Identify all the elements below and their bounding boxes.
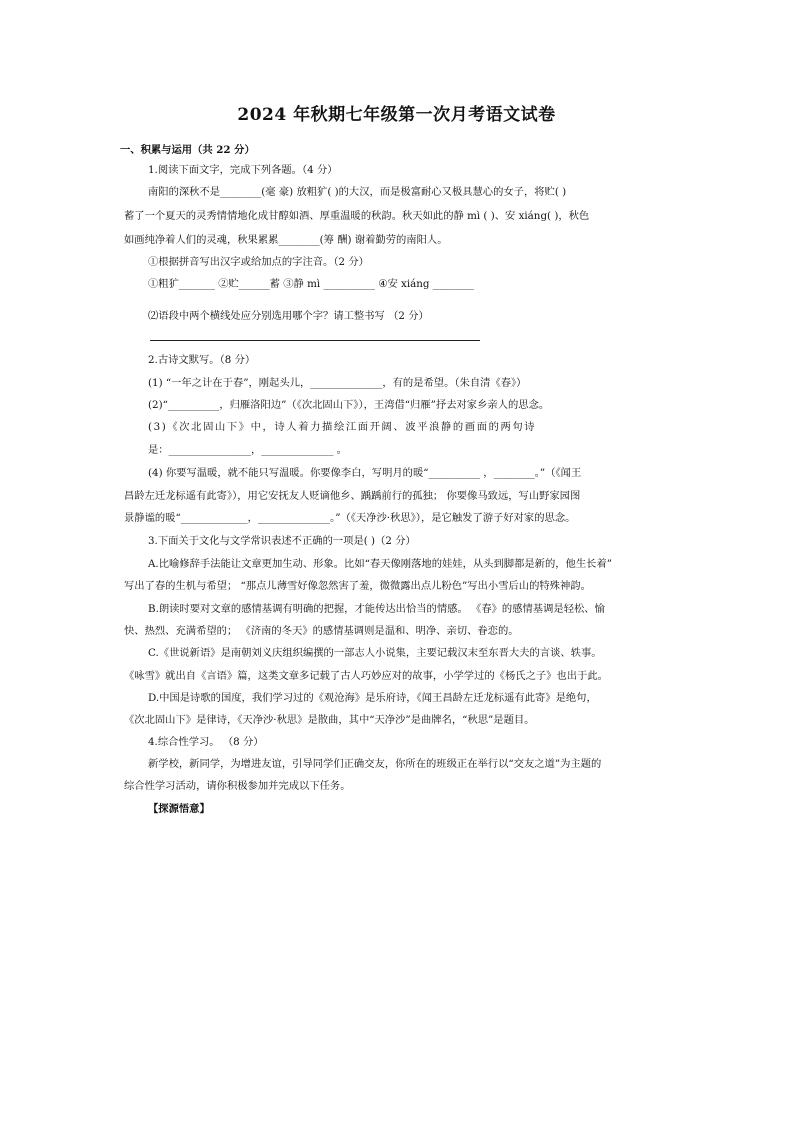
q1-stem: 1.阅读下面文字，完成下列各题。（4 分）: [148, 164, 338, 176]
q1-passage-line-3: 如画纯净着人们的灵魂，秋果累累________(筹 酬) 谢着勤劳的南阳人。: [124, 234, 448, 246]
answer-line: [150, 340, 480, 341]
q2-item-4-cont-2: 景静谧的暖“_____________，______________。”（《天净沙·秋思》），是它触发了游子好对家的思念。: [124, 512, 576, 524]
q2-stem: 2.古诗文默写。（8 分）: [148, 354, 256, 366]
exam-title: 2024 年秋期七年级第一次月考语文试卷: [237, 105, 556, 125]
q3-option-b-2: 快、热烈、充满希望的； 《济南的冬天》的感情基调则是温和、明净、亲切、眷恋的。: [124, 625, 519, 637]
q3-option-d-1: D.中国是诗歌的国度，我们学习过的《观沧海》是乐府诗，《闻王昌龄左迁龙标遥有此寄》是绝句，: [148, 692, 597, 704]
q2-item-2: (2)“__________，归雁洛阳边”（《次北固山下》），王湾借“归雁”抒去对家乡亲人的思念。: [148, 399, 550, 411]
q2-item-1: (1) “一年之计在于春”，刚起头儿，______________，有的是希望。（朱自清《春》）: [148, 377, 527, 389]
section-heading: 一、积累与运用（共 22 分）: [120, 144, 255, 156]
q1-passage-line-1: 南阳的深秋不是________(毫 豪) 放粗犷( )的大汉，而是极富耐心又极具慧心的女子，将贮( ): [148, 186, 567, 198]
q3-option-a-2: 写出了春的生机与希望； “那点儿薄雪好像忽然害了羞，微微露出点儿粉色”写出小雪后山的特殊神韵。: [124, 580, 591, 592]
q1-passage-line-2: 蓄了一个夏天的灵秀情情地化成甘醇如酒、厚重温暖的秋韵。秋天如此的静 mì ( )、安 xiáng( )，秋色: [124, 210, 590, 222]
q4-stem: 4.综合性学习。 （8 分）: [148, 736, 264, 748]
q2-item-4-cont-1: 昌龄左迁龙标遥有此寄》），用它安抚友人贬谪他乡、踽踽前行的孤独； 你要像马致远，写山野家园图: [124, 490, 581, 502]
q4-subsection-tag: 【探源悟意】: [148, 803, 210, 815]
q3-option-a-1: A.比喻修辞手法能让文章更加生动、形象。比如“春天像刚落地的娃娃，从头到脚都是新的，他生长着”: [148, 558, 613, 570]
q3-stem: 3.下面关于文化与文学常识表述不正确的一项是( )（2 分）: [148, 535, 416, 547]
q3-option-b-1: B.朗读时要对文章的感情基调有明确的把握，才能传达出恰当的情感。 《春》的感情基调是轻松、愉: [148, 603, 605, 615]
q3-option-c-2: 《咏雪》就出自《言语》篇，这类文章多记载了古人巧妙应对的故事，小学学过的《杨氏之子》也出于此。: [124, 670, 608, 682]
q1-sub-question-1: ①根据拼音写出汉字或给加点的字注音。（2 分）: [148, 256, 369, 268]
q3-option-c-1: C.《世说新语》是南朝刘义庆组织编撰的一部志人小说集，主要记载汉末至东晋大夫的言谈、轶事。: [148, 647, 602, 659]
q2-item-3: (3)《次北固山下》中，诗人着力描绘江面开阔、波平浪静的画面的两句诗: [148, 421, 537, 433]
q4-intro-1: 新学校，新同学，为增进友谊，引导同学们正确交友，你所在的班级正在举行以“交友之道”为主题的: [148, 758, 602, 770]
q2-item-4: (4) 你要写温暖，就不能只写温暖。你要像李白，写明月的暖“__________ ，________。”（《闻王: [148, 467, 582, 479]
q1-answer-blanks: ①粗犷_______ ②贮______蓄 ③静 mì __________ ④安 xiáng ________: [148, 278, 474, 290]
q4-intro-2: 综合性学习活动，请你积极参加并完成以下任务。: [124, 780, 351, 792]
q3-option-d-2: 《次北固山下》是律诗，《天净沙·秋思》是散曲，其中“天净沙”是曲牌名，“秋思”是题目。: [124, 714, 535, 726]
q1-sub-question-2: ⑵语段中两个横线处应分别选用哪个字？请工整书写 （2 分）: [148, 310, 429, 322]
q2-item-3-cont: 是：________________，______________ 。: [148, 444, 347, 456]
